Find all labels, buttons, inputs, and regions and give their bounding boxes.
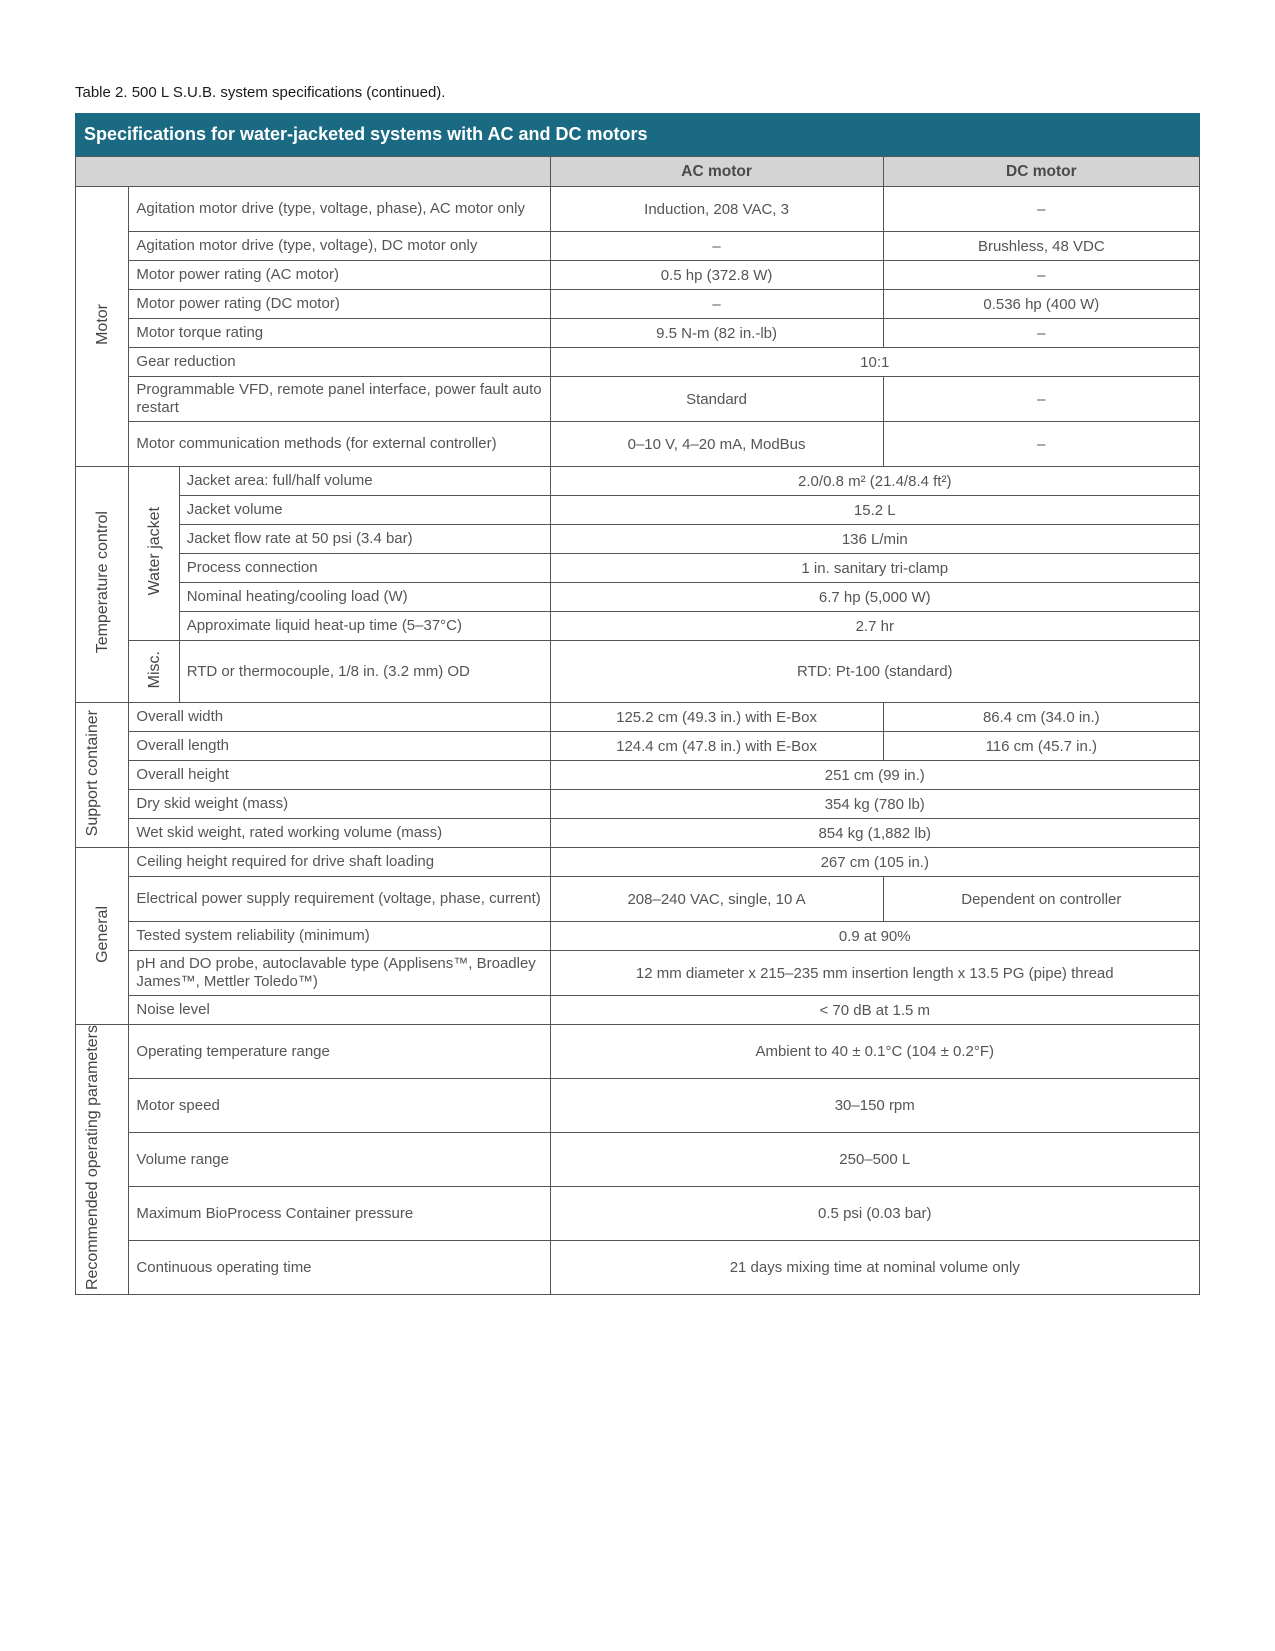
- row-label: Noise level: [129, 996, 550, 1025]
- dc-value: Brushless, 48 VDC: [883, 232, 1199, 261]
- table-row: [76, 922, 1200, 951]
- table-banner: Specifications for water-jacketed systems with AC and DC motors: [75, 113, 1200, 156]
- table-row: [76, 554, 1200, 583]
- shared-value: 0.5 psi (0.03 bar): [550, 1187, 1199, 1241]
- table-row: [76, 819, 1200, 848]
- shared-value: 854 kg (1,882 lb): [550, 819, 1199, 848]
- header-ac-motor: AC motor: [550, 157, 883, 187]
- table-row: [76, 1187, 1200, 1241]
- row-label: Motor torque rating: [129, 319, 550, 348]
- shared-value: 251 cm (99 in.): [550, 761, 1199, 790]
- table-row: [76, 951, 1200, 996]
- table-row: [76, 732, 1200, 761]
- row-label: Ceiling height required for drive shaft loading: [129, 848, 550, 877]
- row-label: Overall height: [129, 761, 550, 790]
- dc-value: –: [883, 261, 1199, 290]
- row-label: Electrical power supply requirement (voltage, phase, current): [129, 877, 550, 922]
- group-motor: Motor: [76, 187, 129, 467]
- row-label: Agitation motor drive (type, voltage), DC motor only: [129, 232, 550, 261]
- ac-value: –: [550, 232, 883, 261]
- dc-value: 0.536 hp (400 W): [883, 290, 1199, 319]
- ac-value: 208–240 VAC, single, 10 A: [550, 877, 883, 922]
- shared-value: 10:1: [550, 348, 1199, 377]
- subgroup-misc: Misc.: [129, 641, 179, 703]
- shared-value: 267 cm (105 in.): [550, 848, 1199, 877]
- row-label: Dry skid weight (mass): [129, 790, 550, 819]
- header-row: [76, 157, 1200, 187]
- shared-value: 2.0/0.8 m² (21.4/8.4 ft²): [550, 467, 1199, 496]
- row-label: Motor power rating (AC motor): [129, 261, 550, 290]
- table-row: [76, 232, 1200, 261]
- shared-value: 21 days mixing time at nominal volume only: [550, 1241, 1199, 1295]
- table-row: [76, 612, 1200, 641]
- ac-value: Standard: [550, 377, 883, 422]
- row-label: Motor power rating (DC motor): [129, 290, 550, 319]
- header-blank: [76, 157, 551, 187]
- ac-value: 0–10 V, 4–20 mA, ModBus: [550, 422, 883, 467]
- group-general: General: [76, 848, 129, 1025]
- shared-value: 12 mm diameter x 215–235 mm insertion length x 13.5 PG (pipe) thread: [550, 951, 1199, 996]
- shared-value: 15.2 L: [550, 496, 1199, 525]
- shared-value: 0.9 at 90%: [550, 922, 1199, 951]
- group-recommended-operating-parameters: Recommended operating parameters: [76, 1025, 129, 1295]
- table-row: [76, 996, 1200, 1025]
- table-row: [76, 525, 1200, 554]
- shared-value: 2.7 hr: [550, 612, 1199, 641]
- shared-value: 354 kg (780 lb): [550, 790, 1199, 819]
- row-label: Volume range: [129, 1133, 550, 1187]
- row-label: Motor communication methods (for external controller): [129, 422, 550, 467]
- table-row: [76, 290, 1200, 319]
- ac-value: Induction, 208 VAC, 3: [550, 187, 883, 232]
- subgroup-water-jacket: Water jacket: [129, 467, 179, 641]
- shared-value: 1 in. sanitary tri-clamp: [550, 554, 1199, 583]
- table-row: [76, 583, 1200, 612]
- row-label: Approximate liquid heat-up time (5–37°C): [179, 612, 550, 641]
- row-label: Motor speed: [129, 1079, 550, 1133]
- table-row: [76, 261, 1200, 290]
- shared-value: 6.7 hp (5,000 W): [550, 583, 1199, 612]
- row-label: Jacket area: full/half volume: [179, 467, 550, 496]
- row-label: Continuous operating time: [129, 1241, 550, 1295]
- ac-value: 125.2 cm (49.3 in.) with E-Box: [550, 703, 883, 732]
- dc-value: 86.4 cm (34.0 in.): [883, 703, 1199, 732]
- table-row: [76, 703, 1200, 732]
- table-row: [76, 641, 1200, 703]
- dc-value: –: [883, 319, 1199, 348]
- row-label: Programmable VFD, remote panel interface, power fault auto restart: [129, 377, 550, 422]
- row-label: Overall width: [129, 703, 550, 732]
- dc-value: 116 cm (45.7 in.): [883, 732, 1199, 761]
- table-row: [76, 848, 1200, 877]
- dc-value: Dependent on controller: [883, 877, 1199, 922]
- table-row: [76, 1079, 1200, 1133]
- row-label: Wet skid weight, rated working volume (mass): [129, 819, 550, 848]
- dc-value: –: [883, 187, 1199, 232]
- shared-value: < 70 dB at 1.5 m: [550, 996, 1199, 1025]
- shared-value: Ambient to 40 ± 0.1°C (104 ± 0.2°F): [550, 1025, 1199, 1079]
- table-row: [76, 348, 1200, 377]
- row-label: Agitation motor drive (type, voltage, phase), AC motor only: [129, 187, 550, 232]
- row-label: RTD or thermocouple, 1/8 in. (3.2 mm) OD: [179, 641, 550, 703]
- table-row: [76, 422, 1200, 467]
- spec-table: [75, 156, 1200, 1295]
- dc-value: –: [883, 377, 1199, 422]
- table-caption: Table 2. 500 L S.U.B. system specifications (continued).: [75, 84, 446, 101]
- table-row: [76, 761, 1200, 790]
- row-label: Maximum BioProcess Container pressure: [129, 1187, 550, 1241]
- table-row: [76, 1133, 1200, 1187]
- table-row: [76, 1241, 1200, 1295]
- row-label: Jacket volume: [179, 496, 550, 525]
- row-label: Overall length: [129, 732, 550, 761]
- shared-value: 250–500 L: [550, 1133, 1199, 1187]
- table-row: [76, 319, 1200, 348]
- ac-value: 0.5 hp (372.8 W): [550, 261, 883, 290]
- row-label: Gear reduction: [129, 348, 550, 377]
- table-row: [76, 496, 1200, 525]
- ac-value: 124.4 cm (47.8 in.) with E-Box: [550, 732, 883, 761]
- table-row: [76, 187, 1200, 232]
- ac-value: 9.5 N-m (82 in.-lb): [550, 319, 883, 348]
- row-label: Process connection: [179, 554, 550, 583]
- ac-value: –: [550, 290, 883, 319]
- header-dc-motor: DC motor: [883, 157, 1199, 187]
- row-label: Operating temperature range: [129, 1025, 550, 1079]
- row-label: pH and DO probe, autoclavable type (Applisens™, Broadley James™, Mettler Toledo™): [129, 951, 550, 996]
- table-row: [76, 877, 1200, 922]
- shared-value: 30–150 rpm: [550, 1079, 1199, 1133]
- row-label: Nominal heating/cooling load (W): [179, 583, 550, 612]
- table-row: [76, 377, 1200, 422]
- dc-value: –: [883, 422, 1199, 467]
- table-row: [76, 467, 1200, 496]
- group-temperature-control: Temperature control: [76, 467, 129, 703]
- row-label: Jacket flow rate at 50 psi (3.4 bar): [179, 525, 550, 554]
- group-support-container: Support container: [76, 703, 129, 848]
- shared-value: RTD: Pt-100 (standard): [550, 641, 1199, 703]
- table-row: [76, 790, 1200, 819]
- table-row: [76, 1025, 1200, 1079]
- shared-value: 136 L/min: [550, 525, 1199, 554]
- row-label: Tested system reliability (minimum): [129, 922, 550, 951]
